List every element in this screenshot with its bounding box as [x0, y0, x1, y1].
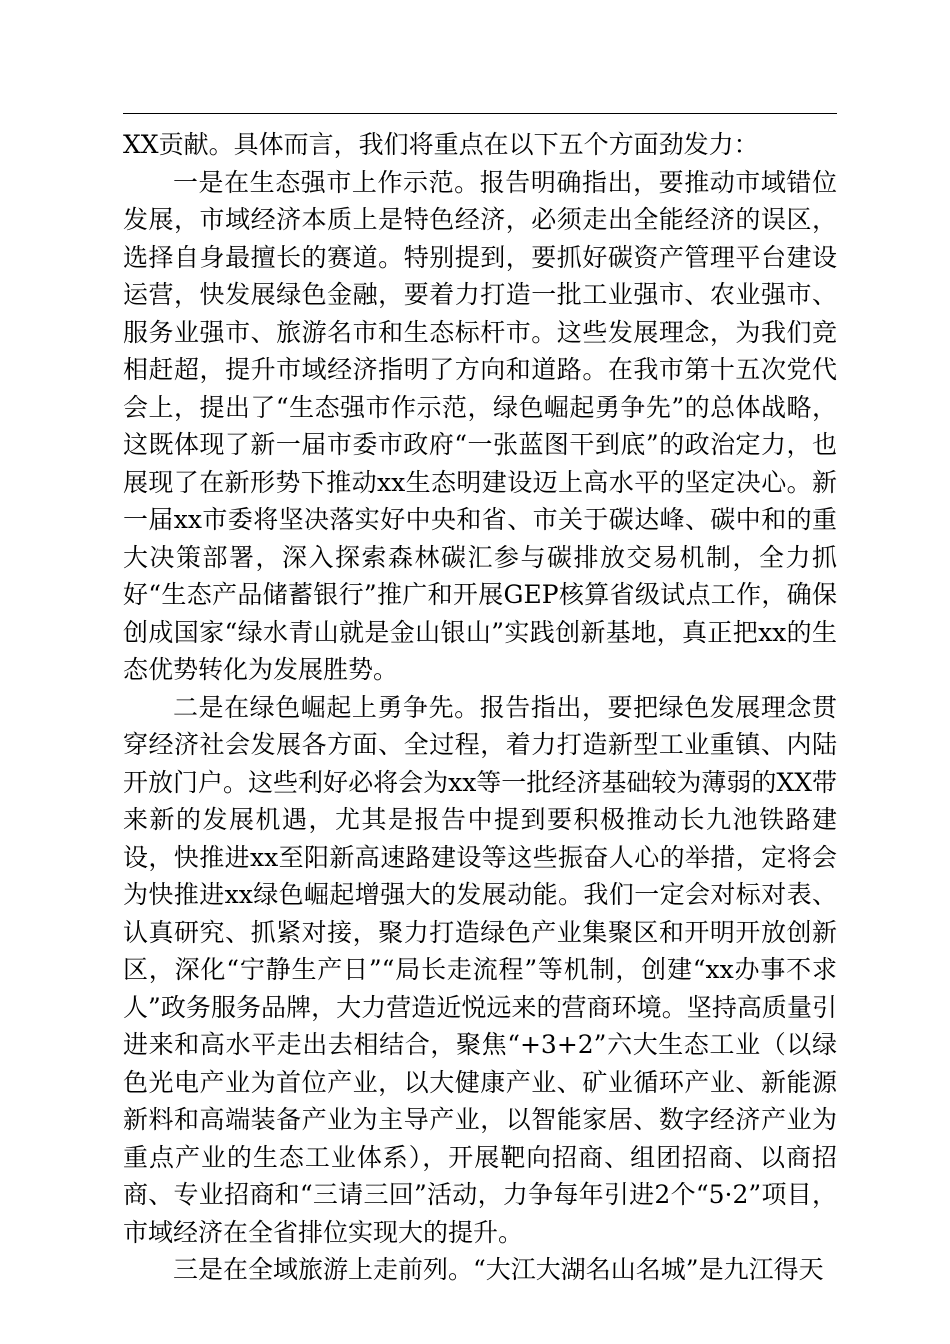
paragraph-green-rise: 二是在绿色崛起上勇争先。报告指出，要把绿色发展理念贯穿经济社会发展各方面、全过程，着力打造新型工业重镇、内陆开放门户。这些利好必将会为xx等一批经济基础较为薄弱的XX带来新的发展机遇，尤其是报告中提到要积极推动长九池铁路建设，快推进xx至阳新高速路建设等这些振奋人心的举措，定将会为快推进xx绿色崛起增强大的发展动能。我们一定会对标对表、认真研究、抓紧对接，聚力打造绿色产业集聚区和开明开放创新区，深化“宁静生产日”“局长走流程”等机制，创建“xx办事不求人”政务服务品牌，大力营造近悦远来的营商环境。坚持高质量引进来和高水平走出去相结合，聚焦“+3+2”六大生态工业（以绿色光电产业为首位产业，以大健康产业、矿业循环产业、新能源新料和高端装备产业为主导产业，以智能家居、数字经济产业为重点产业的生态工业体系），开展靶向招商、组团招商、以商招商、专业招商和“三请三回”活动，力争每年引进2个“5·2”项目，市域经济在全省排位实现大的提升。 [123, 692, 837, 1247]
paragraph-ecological-city: 一是在生态强市上作示范。报告明确指出，要推动市域错位发展，市域经济本质上是特色经济，必须走出全能经济的误区，选择自身最擅长的赛道。特别提到，要抓好碳资产管理平台建设运营，快发展绿色金融，要着力打造一批工业强市、农业强市、服务业强市、旅游名市和生态标杆市。这些发展理念，为我们竞相赶超，提升市域经济指明了方向和道路。在我市第十五次党代会上，提出了“生态强市作示范，绿色崛起勇争先”的总体战略，这既体现了新一届市委市政府“一张蓝图干到底”的政治定力，也展现了在新形势下推动xx生态明建设迈上高水平的坚定决心。新一届xx市委将坚决落实好中央和省、市关于碳达峰、碳中和的重大决策部署，深入探索森林碳汇参与碳排放交易机制，全力抓好“生态产品储蓄银行”推广和开展GEP核算省级试点工作，确保创成国家“绿水青山就是金山银山”实践创新基地，真正把xx的生态优势转化为发展胜势。 [123, 167, 837, 684]
document-body [123, 126, 837, 1289]
paragraph-continuation: XX贡献。具体而言，我们将重点在以下五个方面劲发力： [123, 130, 759, 159]
paragraph-tourism: 三是在全域旅游上走前列。“大江大湖名山名城”是九江得天 [173, 1255, 824, 1284]
header-rule [123, 113, 837, 114]
